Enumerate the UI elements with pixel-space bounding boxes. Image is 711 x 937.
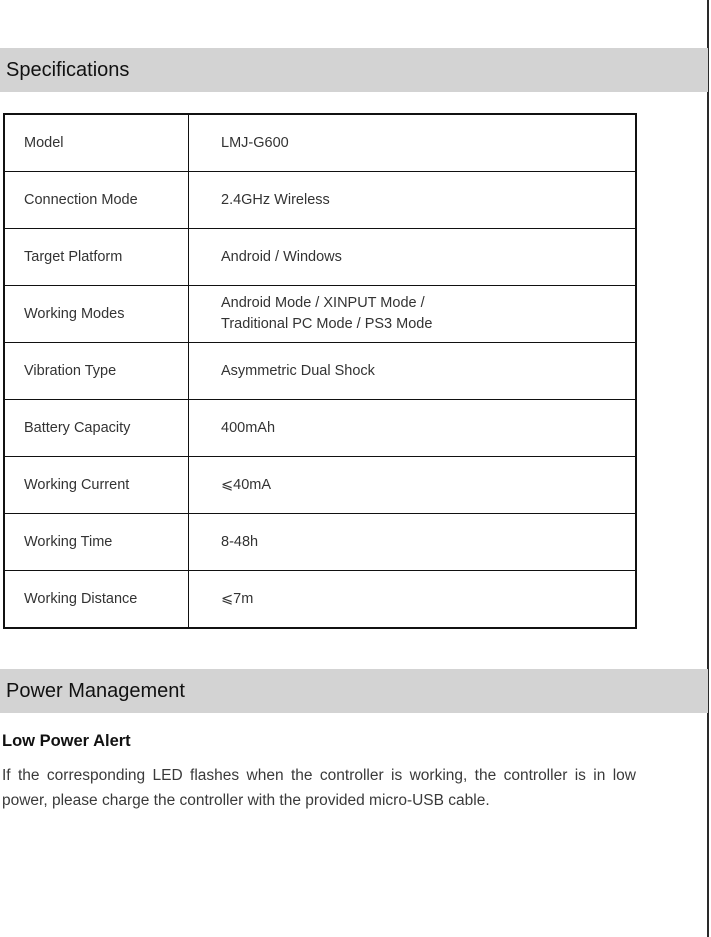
spec-label: Target Platform [4, 229, 189, 286]
spec-value-line: Android / Windows [221, 248, 342, 265]
spec-value-line: 2.4GHz Wireless [221, 191, 330, 208]
spec-value-line: ⩽7m [221, 590, 254, 607]
low-power-alert-text: If the corresponding LED flashes when the controller is working, the controller is in low power, please charge the controller with the provided micro-USB cable. [2, 767, 636, 809]
table-row [4, 400, 636, 457]
spec-value-line: 400mAh [221, 419, 276, 436]
table-row [4, 343, 636, 400]
spec-value [189, 172, 637, 229]
spec-value [189, 343, 637, 400]
specifications-table [3, 113, 637, 629]
table-row [4, 571, 636, 629]
spec-label: Working Time [4, 514, 189, 571]
spec-label: Connection Mode [4, 172, 189, 229]
table-row [4, 229, 636, 286]
page-border [707, 0, 709, 937]
table-row [4, 286, 636, 343]
spec-value [189, 457, 637, 514]
specifications-header [0, 48, 708, 92]
spec-label: Working Current [4, 457, 189, 514]
power-management-header [0, 669, 708, 713]
spec-label: Model [4, 114, 189, 172]
table-row [4, 114, 636, 172]
spec-value [189, 571, 637, 629]
spec-value [189, 514, 637, 571]
spec-value-line: LMJ-G600 [221, 134, 289, 151]
spec-value-line: 8-48h [221, 533, 259, 550]
low-power-alert-title: Low Power Alert [2, 732, 131, 750]
spec-value [189, 400, 637, 457]
spec-value-line: Asymmetric Dual Shock [221, 362, 375, 379]
spec-label: Vibration Type [4, 343, 189, 400]
spec-label: Working Distance [4, 571, 189, 629]
spec-value [189, 229, 637, 286]
table-row [4, 514, 636, 571]
spec-value [189, 286, 637, 343]
spec-label: Battery Capacity [4, 400, 189, 457]
table-row [4, 172, 636, 229]
spec-value-line: ⩽40mA [221, 476, 272, 493]
spec-label: Working Modes [4, 286, 189, 343]
specifications-title: Specifications [6, 59, 130, 81]
spec-value [189, 114, 637, 172]
table-row [4, 457, 636, 514]
spec-value-line: Traditional PC Mode / PS3 Mode [221, 316, 433, 332]
power-management-title: Power Management [6, 680, 185, 702]
spec-value-line: Android Mode / XINPUT Mode / [221, 295, 425, 311]
